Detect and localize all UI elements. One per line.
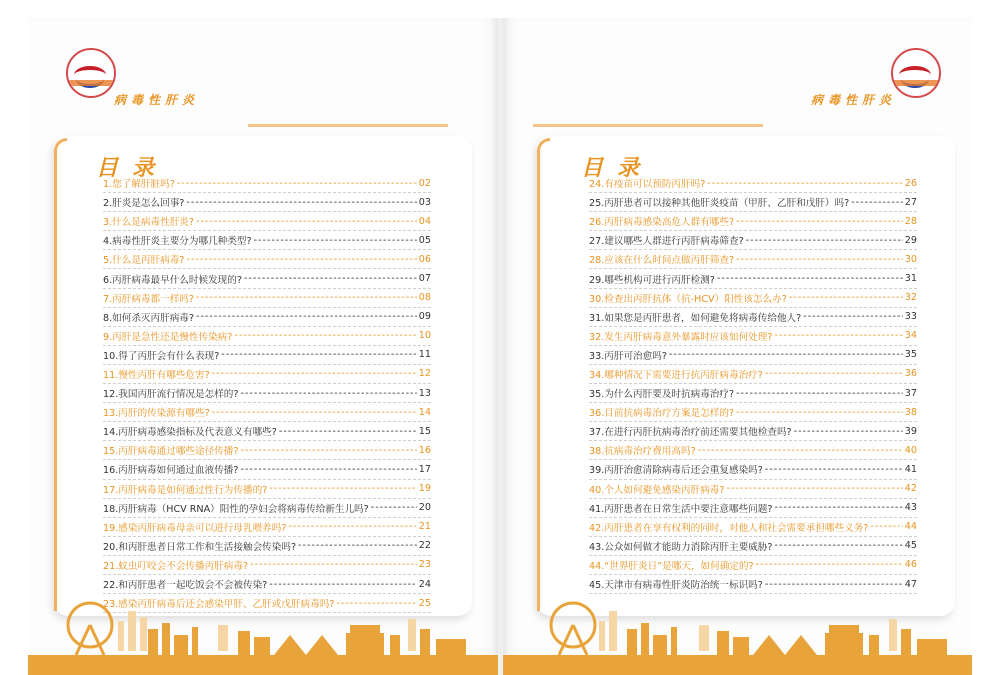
toc-entry-page: 38 (904, 406, 917, 418)
toc-entry[interactable] (589, 518, 917, 537)
toc-leader-dots (765, 368, 903, 379)
toc-entry-title: 25.丙肝患者可以接种其他肝炎疫苗（甲肝、乙肝和戊肝）吗? (589, 198, 850, 210)
city-skyline-illustration (28, 585, 498, 675)
toc-entry-title: 8.如何杀灭丙肝病毒? (103, 312, 194, 324)
toc-title: 目录 (96, 156, 169, 181)
toc-entry[interactable] (589, 556, 917, 575)
toc-entry[interactable] (589, 250, 917, 269)
toc-leader-dots (774, 540, 902, 551)
toc-entry[interactable] (103, 346, 431, 365)
brand-underline (248, 124, 448, 127)
toc-entry-title: 29.哪些机构可进行丙肝检测? (589, 274, 715, 286)
toc-entry[interactable] (103, 308, 431, 327)
toc-entry-title: 5.什么是丙肝病毒? (103, 255, 185, 267)
toc-entry-title: 11.慢性丙肝有哪些危害? (103, 369, 210, 381)
toc-entry-title: 26.丙肝病毒感染高危人群有哪些? (589, 217, 735, 229)
toc-entry-title: 43.公众如何做才能助力消除丙肝主要威胁? (589, 541, 773, 553)
toc-entry-page: 16 (418, 444, 431, 456)
toc-bracket (537, 138, 550, 611)
toc-leader-dots (669, 349, 903, 360)
toc-entry-title: 6.丙肝病毒最早什么时候发现的? (103, 274, 242, 286)
toc-entry-page: 09 (418, 311, 431, 323)
toc-leader-dots (250, 559, 417, 570)
toc-entry[interactable] (103, 422, 431, 441)
toc-entry-page: 33 (904, 311, 917, 323)
toc-entry-title: 36.目前抗病毒治疗方案是怎样的? (589, 408, 735, 420)
toc-leader-dots (803, 311, 903, 322)
toc-entry-title: 40.个人如何避免感染丙肝病毒? (589, 484, 725, 496)
toc-entry[interactable] (589, 327, 917, 346)
toc-entry-page: 41 (904, 463, 917, 475)
toc-entry[interactable] (103, 384, 431, 403)
toc-entry-page: 03 (418, 196, 431, 208)
toc-list-left (103, 174, 431, 613)
toc-entry-page: 45 (904, 540, 917, 552)
toc-entry[interactable] (103, 441, 431, 460)
toc-entry[interactable] (103, 289, 431, 308)
toc-leader-dots (279, 426, 417, 437)
toc-leader-dots (240, 388, 416, 399)
toc-list-right (589, 174, 917, 594)
toc-entry-page: 17 (418, 463, 431, 475)
toc-entry[interactable] (589, 269, 917, 288)
toc-leader-dots (288, 521, 416, 532)
toc-entry-page: 20 (418, 502, 431, 514)
toc-leader-dots (177, 178, 417, 189)
toc-leader-dots (186, 197, 416, 208)
toc-leader-dots (254, 235, 417, 246)
right-page (503, 18, 972, 675)
toc-entry-title: 10.得了丙肝会有什么表现? (103, 350, 220, 362)
city-skyline-illustration (503, 585, 972, 675)
toc-entry-title: 17.丙肝病毒是如何通过性行为传播的? (103, 484, 268, 496)
toc-entry-page: 28 (904, 215, 917, 227)
toc-leader-dots (794, 426, 903, 437)
toc-entry[interactable] (103, 212, 431, 231)
toc-entry[interactable] (103, 499, 431, 518)
toc-entry-page: 02 (418, 177, 431, 189)
toc-entry-title: 44.“世界肝炎日”是哪天，如何确定的? (589, 560, 754, 572)
toc-leader-dots (698, 445, 903, 456)
toc-entry-title: 13.丙肝的传染源有哪些? (103, 408, 210, 420)
toc-leader-dots (212, 368, 417, 379)
toc-entry-page: 25 (418, 597, 431, 609)
toc-entry-page: 46 (904, 559, 917, 571)
toc-entry-title: 18.丙肝病毒（HCV RNA）阳性的孕妇会将病毒传给新生儿吗? (103, 503, 369, 515)
toc-entry-title: 12.我国丙肝流行情况是怎样的? (103, 389, 239, 401)
toc-entry[interactable] (103, 518, 431, 537)
toc-entry-page: 23 (418, 559, 431, 571)
toc-entry[interactable] (103, 250, 431, 269)
toc-leader-dots (196, 292, 417, 303)
toc-entry-title: 42.丙肝患者在享有权利的同时，对他人和社会需要承担哪些义务? (589, 522, 869, 534)
toc-leader-dots (244, 273, 417, 284)
toc-entry-title: 27.建议哪些人群进行丙肝病毒筛查? (589, 236, 744, 248)
toc-entry[interactable] (103, 556, 431, 575)
toc-entry-page: 27 (904, 196, 917, 208)
toc-leader-dots (726, 483, 902, 494)
toc-entry-title: 15.丙肝病毒通过哪些途径传播? (103, 446, 239, 458)
toc-entry-title: 28.应该在什么时间点做丙肝筛查? (589, 255, 735, 267)
toc-entry-page: 42 (904, 483, 917, 495)
toc-entry-page: 04 (418, 215, 431, 227)
toc-leader-dots (765, 464, 903, 475)
toc-entry-title: 14.丙肝病毒感染指标及代表意义有哪些? (103, 427, 277, 439)
toc-bracket (54, 138, 67, 611)
toc-entry-page: 13 (418, 387, 431, 399)
toc-entry-page: 32 (904, 292, 917, 304)
toc-leader-dots (234, 330, 416, 341)
toc-entry-page: 10 (418, 330, 431, 342)
toc-entry-title: 19.感染丙肝病毒母亲可以进行母乳喂养吗? (103, 522, 287, 534)
toc-entry-title: 3.什么是病毒性肝炎? (103, 217, 194, 229)
toc-entry[interactable] (103, 231, 431, 250)
toc-entry[interactable] (103, 269, 431, 288)
toc-entry[interactable] (589, 384, 917, 403)
toc-leader-dots (269, 483, 417, 494)
brand-underline (533, 124, 763, 127)
toc-entry-page: 30 (904, 253, 917, 265)
brand-title: 病毒性肝炎 (114, 93, 200, 107)
toc-leader-dots (746, 235, 903, 246)
toc-leader-dots (196, 311, 417, 322)
toc-entry-page: 11 (418, 349, 431, 361)
toc-entry[interactable] (589, 289, 917, 308)
toc-entry-page: 36 (904, 368, 917, 380)
toc-leader-dots (212, 407, 417, 418)
toc-leader-dots (298, 540, 417, 551)
toc-leader-dots (774, 330, 902, 341)
toc-entry-page: 14 (418, 406, 431, 418)
toc-entry[interactable] (103, 537, 431, 556)
toc-entry[interactable] (589, 460, 917, 479)
toc-entry[interactable] (589, 308, 917, 327)
toc-entry-page: 19 (418, 483, 431, 495)
toc-leader-dots (196, 216, 417, 227)
toc-entry-title: 23.感染丙肝病毒后还会感染甲肝、乙肝或戊肝病毒吗? (103, 599, 335, 611)
toc-entry-title: 37.在进行丙肝抗病毒治疗前还需要其他检查吗? (589, 427, 792, 439)
toc-entry-title: 34.哪种情况下需要进行抗丙肝病毒治疗? (589, 369, 763, 381)
toc-entry-title: 31.如果您是丙肝患者，如何避免将病毒传给他人? (589, 312, 802, 324)
toc-leader-dots (756, 559, 903, 570)
toc-entry-page: 08 (418, 292, 431, 304)
toc-entry[interactable] (103, 174, 431, 193)
toc-leader-dots (789, 292, 903, 303)
left-page (28, 18, 498, 675)
toc-entry-page: 44 (904, 521, 917, 533)
toc-entry-page: 35 (904, 349, 917, 361)
toc-entry-page: 43 (904, 502, 917, 514)
toc-title: 目录 (581, 156, 654, 181)
toc-entry[interactable] (589, 212, 917, 231)
toc-entry-title: 45.天津市有病毒性肝炎防治统一标识吗? (589, 580, 763, 592)
hepatitis-logo-icon (891, 48, 941, 98)
toc-leader-dots (736, 254, 903, 265)
toc-entry-title: 30.检查出丙肝抗体（抗-HCV）阳性该怎么办? (589, 293, 787, 305)
toc-leader-dots (870, 521, 902, 532)
toc-entry-title: 39.丙肝治愈清除病毒后还会重复感染吗? (589, 465, 763, 477)
toc-leader-dots (717, 273, 903, 284)
toc-entry-page: 29 (904, 234, 917, 246)
toc-entry[interactable] (589, 422, 917, 441)
toc-entry[interactable] (589, 365, 917, 384)
toc-entry-title: 4.病毒性肝炎主要分为哪几种类型? (103, 236, 252, 248)
toc-entry-title: 21.蚊虫叮咬会不会传播丙肝病毒? (103, 560, 249, 572)
toc-leader-dots (736, 407, 903, 418)
toc-entry[interactable] (103, 193, 431, 212)
toc-entry-title: 33.丙肝可治愈吗? (589, 350, 667, 362)
toc-entry-page: 22 (418, 540, 431, 552)
toc-entry-page: 39 (904, 425, 917, 437)
toc-entry-title: 32.发生丙肝病毒意外暴露时应该如何处理? (589, 331, 773, 343)
toc-entry-page: 21 (418, 521, 431, 533)
brand-title: 病毒性肝炎 (811, 93, 897, 107)
toc-leader-dots (240, 445, 416, 456)
toc-leader-dots (707, 178, 902, 189)
toc-entry[interactable] (589, 231, 917, 250)
toc-leader-dots (736, 216, 903, 227)
toc-entry-title: 7.丙肝病毒都一样吗? (103, 293, 194, 305)
toc-entry-page: 40 (904, 444, 917, 456)
toc-entry[interactable] (589, 441, 917, 460)
toc-entry-title: 2.肝炎是怎么回事? (103, 198, 185, 210)
toc-entry[interactable] (103, 327, 431, 346)
toc-entry-page: 37 (904, 387, 917, 399)
toc-entry-page: 07 (418, 273, 431, 285)
toc-entry-title: 1.您了解肝脏吗? (103, 179, 175, 191)
toc-leader-dots (851, 197, 903, 208)
toc-entry[interactable] (103, 365, 431, 384)
toc-entry-page: 06 (418, 253, 431, 265)
toc-entry[interactable] (589, 537, 917, 556)
toc-entry-page: 34 (904, 330, 917, 342)
toc-entry[interactable] (589, 346, 917, 365)
toc-entry-page: 47 (904, 578, 917, 590)
toc-entry-title: 41.丙肝患者在日常生活中要注意哪些问题? (589, 503, 773, 515)
toc-entry[interactable] (589, 193, 917, 212)
toc-entry[interactable] (589, 499, 917, 518)
toc-entry-title: 16.丙肝病毒如何通过血液传播? (103, 465, 239, 477)
toc-entry[interactable] (589, 403, 917, 422)
hepatitis-logo-icon (66, 48, 116, 98)
toc-entry-title: 38.抗病毒治疗费用高吗? (589, 446, 696, 458)
toc-leader-dots (221, 349, 416, 360)
toc-entry-page: 26 (904, 177, 917, 189)
toc-entry-title: 20.和丙肝患者日常工作和生活接触会传染吗? (103, 541, 297, 553)
toc-entry-page: 24 (418, 578, 431, 590)
toc-entry[interactable] (589, 480, 917, 499)
toc-leader-dots (774, 502, 902, 513)
toc-entry-page: 31 (904, 273, 917, 285)
toc-leader-dots (736, 388, 903, 399)
toc-leader-dots (240, 464, 416, 475)
toc-leader-dots (186, 254, 416, 265)
toc-entry[interactable] (103, 480, 431, 499)
toc-entry[interactable] (589, 174, 917, 193)
toc-entry-page: 12 (418, 368, 431, 380)
toc-entry-title: 24.有疫苗可以预防丙肝吗? (589, 179, 706, 191)
toc-entry-title: 35.为什么丙肝要及时抗病毒治疗? (589, 389, 735, 401)
toc-entry-title: 9.丙肝是急性还是慢性传染病? (103, 331, 233, 343)
toc-entry-page: 15 (418, 425, 431, 437)
toc-entry[interactable] (103, 460, 431, 479)
toc-entry-title: 22.和丙肝患者一起吃饭会不会被传染? (103, 580, 268, 592)
toc-leader-dots (371, 502, 417, 513)
toc-entry-page: 05 (418, 234, 431, 246)
toc-entry[interactable] (103, 403, 431, 422)
